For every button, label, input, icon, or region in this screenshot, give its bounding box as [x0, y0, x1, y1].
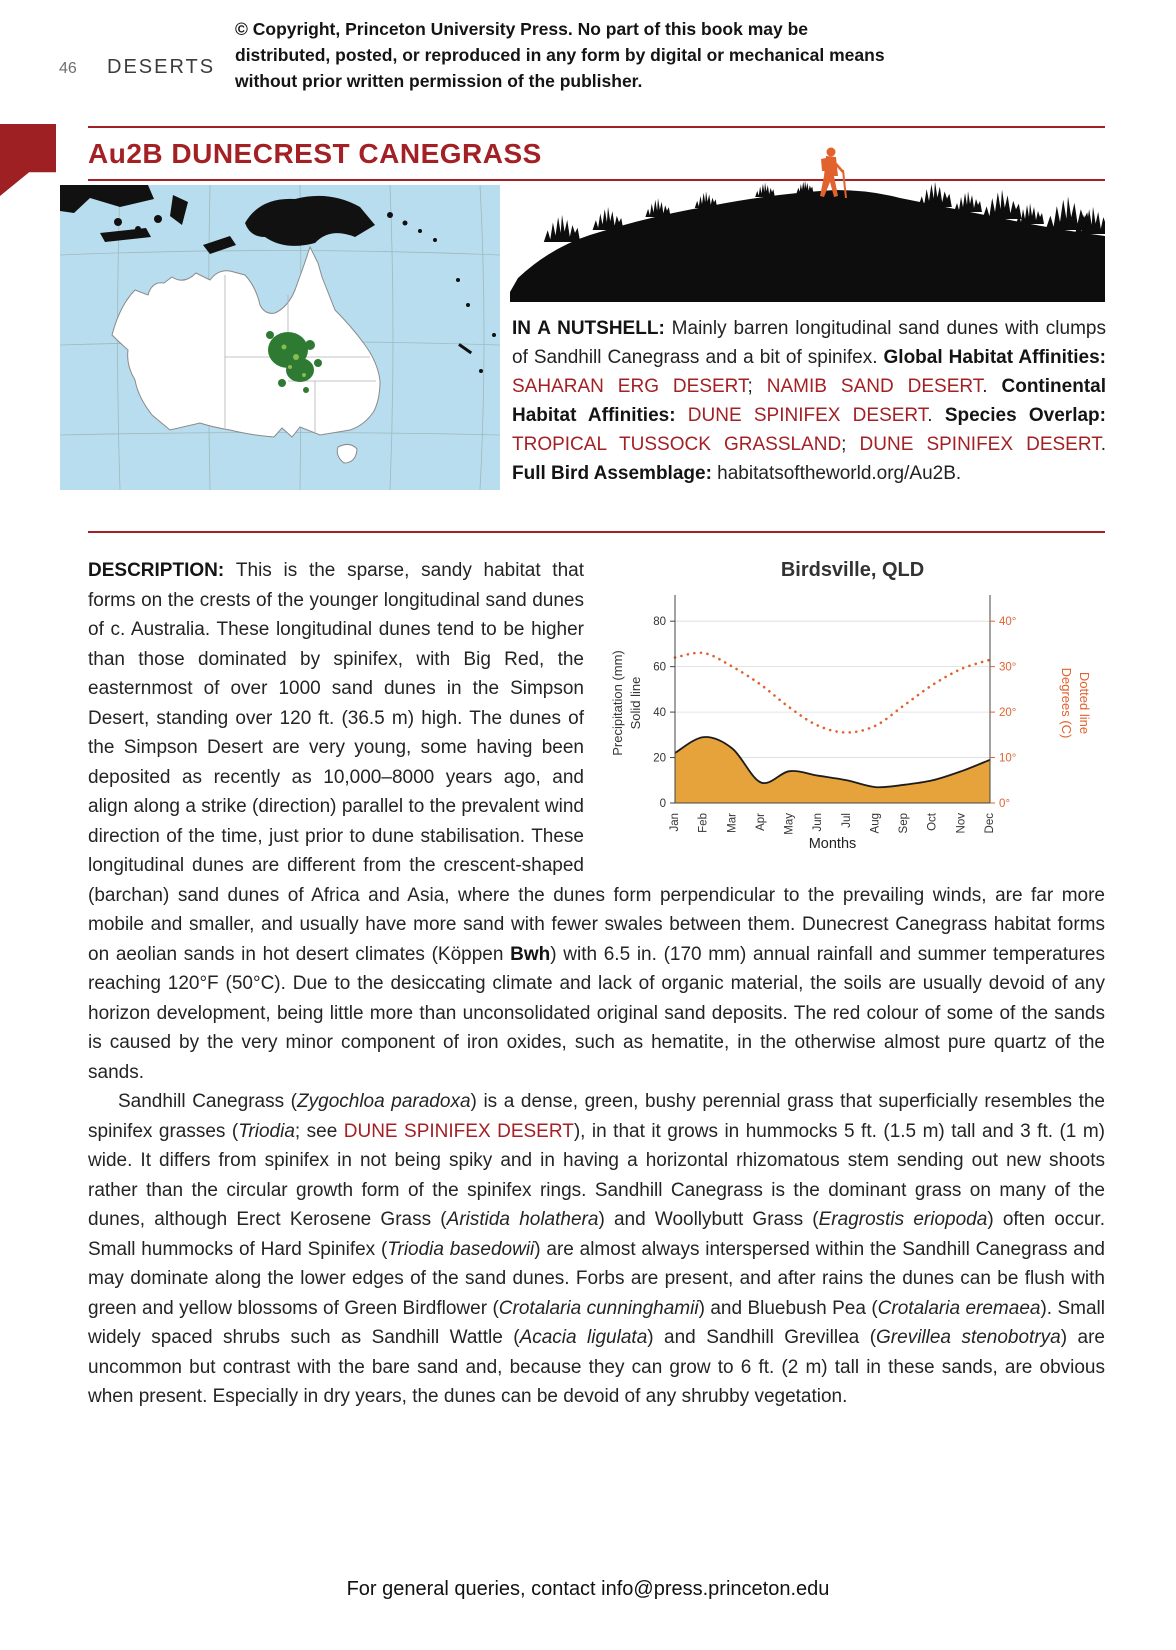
footer-queries: For general queries, contact info@press.princeton.edu — [346, 1578, 830, 1600]
description-section — [88, 556, 1105, 1412]
svg-text:0: 0 — [659, 797, 666, 810]
svg-text:40: 40 — [653, 706, 666, 719]
svg-text:Precipitation (mm): Precipitation (mm) — [610, 649, 625, 756]
climate-chart-svg — [600, 588, 1105, 860]
mid-rule — [88, 531, 1105, 533]
copyright-notice: © Copyright, Princeton University Press. No part of this book may be distributed, posted, or reproduced in any form by digital or mechanical means without prior written permission of the publisher. — [235, 19, 885, 91]
description-paragraph-2: Sandhill Canegrass (Zygochloa paradoxa) is a dense, green, bushy perennial grass that superficially resembles the spinifex grasses (Triodia; see DUNE SPINIFEX DESERT), in that it grows in hummocks 5 ft. (1.5 m) tall and 3 ft. (1 m) wide. It differs from spinifex in not being spiky and in having a horizontal rhizomatous stem sending out new shoots rather than the circular growth form of the spinifex rings. Sandhill Canegrass is the dominant grass on many of the dunes, although Erect Kerosene Grass (Aristida holathera) and Woollybutt Grass (Eragrostis eriopoda) often occur. Small hummocks of Hard Spinifex (Triodia basedowii) are almost always interspersed within the Sandhill Canegrass and may dominate along the lower edges of the sand dunes. Forbs are present, and after rains the dunes can be flush with green and yellow blossoms of Green Birdflower (Crotalaria cunninghamii) and Bluebush Pea (Crotalaria eremaea). Small widely spaced shrubs such as Sandhill Wattle (Acacia ligulata) and Sandhill Grevillea (Grevillea stenobotrya) are uncommon but contrast with the bare sand and, because they can grow to 6 ft. (2 m) tall in these sands, are obvious when present. Especially in dry years, the dunes can be devoid of any shrubby vegetation. — [88, 1091, 1105, 1407]
habitat-title: Au2B DUNECREST CANEGRASS — [88, 138, 542, 169]
svg-text:10°: 10° — [999, 752, 1017, 765]
svg-text:Degrees (C): Degrees (C) — [1059, 667, 1074, 738]
dune-silhouette-svg — [510, 140, 1105, 302]
svg-text:20: 20 — [653, 752, 666, 765]
range-map — [60, 185, 500, 490]
svg-text:Dec: Dec — [984, 812, 996, 833]
climate-chart — [600, 556, 1105, 869]
svg-text:Solid line: Solid line — [628, 676, 643, 729]
range-map-svg — [60, 185, 500, 490]
svg-text:Aug: Aug — [869, 812, 882, 833]
svg-text:Feb: Feb — [697, 812, 710, 833]
svg-text:0°: 0° — [999, 797, 1010, 810]
description-paragraph-1: DESCRIPTION: This is the sparse, sandy habitat that forms on the crests of the younger longitudinal sand dunes of c. Australia. These longitudinal dunes tend to be higher than those dominated by spinifex, with Big Red, the easternmost of over 1000 sand dunes in the Simpson Desert, standing over 120 ft. (36.5 m) high. The dunes of the Simpson Desert are very young, some having been deposited as recently as 10,000–8000 years ago, and align along a strike (direction) parallel to the prevalent wind direction of the time, just prior to dune stabilisation. These longitudinal dunes are different from the crescent-shaped (barchan) sand dunes of Africa and Asia, where the dunes form perpendicular to the prevailing winds, are far more mobile and smaller, and usually have more sand with fewer swales between them. Dunecrest Canegrass habitat forms on aeolian sands in hot desert climates (Köppen Bwh) with 6.5 in. (170 mm) annual rainfall and summer temperatures reaching 120°F (50°C). Due to the desiccating climate and lack of organic material, the soils are usually devoid of any horizon development, being little more than unconsolidated original sand deposits. The red colour of some of the sands is caused by the very minor component of iron oxides, such as hematite, in the otherwise almost pure quartz of the sands. — [88, 560, 1105, 1083]
svg-text:Oct: Oct — [926, 812, 939, 831]
svg-text:Jun: Jun — [812, 812, 825, 832]
svg-text:Nov: Nov — [955, 812, 968, 833]
svg-text:80: 80 — [653, 615, 666, 628]
svg-text:Dotted line: Dotted line — [1077, 671, 1092, 734]
svg-text:30°: 30° — [999, 661, 1017, 674]
svg-text:Jul: Jul — [840, 812, 853, 828]
top-rule — [88, 126, 1105, 128]
svg-text:60: 60 — [653, 661, 666, 674]
svg-text:Mar: Mar — [726, 812, 739, 833]
svg-text:Sep: Sep — [898, 812, 911, 833]
habitat-silhouette — [510, 140, 1105, 302]
nutshell-paragraph: IN A NUTSHELL: Mainly barren longitudinal sand dunes with clumps of Sandhill Canegrass and a bit of spinifex. Global Habitat Affinities: SAHARAN ERG DESERT; NAMIB SAND DESERT. Continental Habitat Affinities: DUNE SPINIFEX DESERT. Species Overlap: TROPICAL TUSSOCK GRASSLAND; DUNE SPINIFEX DESERT. Full Bird Assemblage: habitatsoftheworld.org/Au2B. — [512, 318, 1106, 484]
svg-text:Months: Months — [808, 835, 857, 852]
page-number: 46 — [59, 60, 77, 77]
svg-text:40°: 40° — [999, 615, 1017, 628]
svg-text:Apr: Apr — [754, 812, 767, 831]
section-header: DESERTS — [107, 56, 216, 78]
svg-text:May: May — [783, 812, 796, 835]
chart-title: Birdsville, QLD — [780, 559, 925, 581]
svg-text:Jan: Jan — [669, 812, 681, 832]
svg-text:20°: 20° — [999, 706, 1017, 719]
chapter-bookmark-ribbon — [0, 124, 56, 196]
dune-hill — [510, 190, 1105, 302]
